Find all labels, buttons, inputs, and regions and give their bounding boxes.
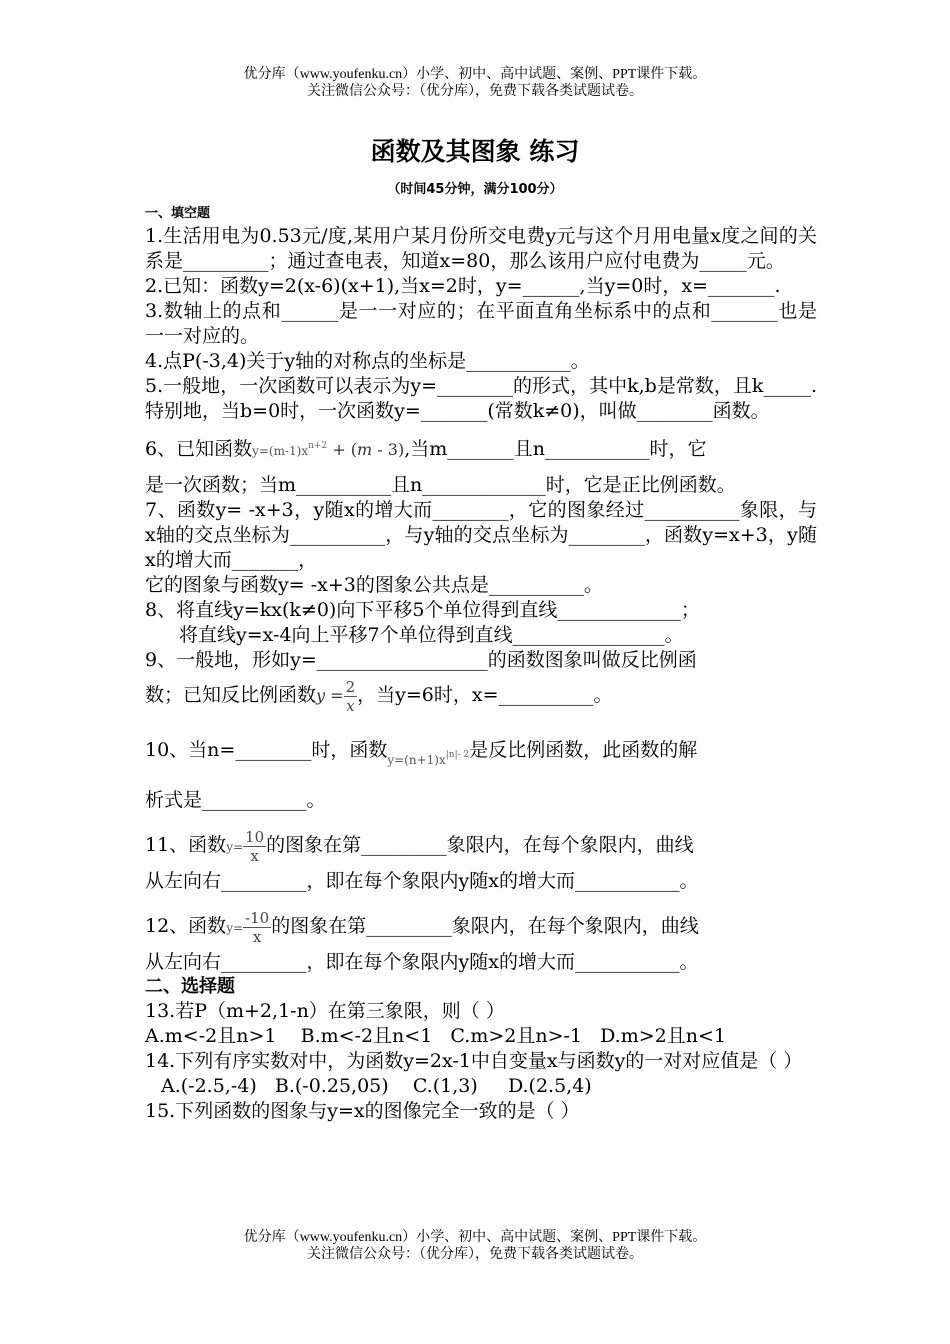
question-11-line-1: 11、函数y= $\frac{10}{x}$ 的图象在第_________象限内，在每个象限内，曲线 [145, 827, 694, 865]
formula-6: $y=(m-1)x^{n+2} + (m - 3)$ [252, 440, 405, 459]
footer-line-1: 优分库（www.youfenku.cn）小学、初中、高中试题、案例、PPT课件下载。 [243, 1230, 707, 1245]
question-8-line-b: 将直线y=x-4向上平移7个单位得到直线________________。 [179, 624, 684, 646]
question-13-options: A.m<-2且n>1 B.m<-2且n<1 C.m>2且n>-1 D.m>2且n<1 [145, 1025, 726, 1047]
question-7-line-b: 它的图象与函数y= -x+3的图象公共点是__________。 [145, 574, 603, 596]
question-5: 5.一般地，一次函数可以表示为y=________的形式，其中k,b是常数，且k_____.特别地，当b=0时，一次函数y=_______(常数k≠0)，叫做________函数。 [145, 375, 817, 422]
question-8-line-a: 8、将直线y=kx(k≠0)向下平移5个单位得到直线_____________； [145, 599, 700, 621]
page-header [0, 66, 950, 100]
fraction-neg10-over-x: $\frac{-10}{x}$ [245, 908, 270, 946]
question-10-line-1: 10、当n=________时，函数$_{y=(n+1)x^{|n|- 2}}$是反比例函数，此函数的解 [145, 739, 698, 767]
page-footer [0, 1229, 950, 1263]
question-4: 4.点P(-3,4)关于y轴的对称点的坐标是___________。 [145, 350, 590, 372]
question-3: 3.数轴上的点和______是一一对应的；在平面直角坐标系中的点和_______也是一一对应的。 [145, 300, 817, 347]
footer-line-2: 关注微信公众号：（优分库），免费下载各类试题试卷。 [307, 1247, 643, 1262]
worksheet-body [145, 202, 817, 1124]
page-subtitle: （时间45分钟，满分100分） [387, 182, 563, 197]
question-6-line-2: 是一次函数；当m__________且n_____________时，它是正比例函数。 [145, 474, 736, 496]
question-9-line-1: 9、一般地，形如y=__________________的函数图象叫做反比例函 [145, 649, 697, 671]
question-2: 2.已知：函数y=2(x-6)(x+1),当x=2时，y=______,当y=0时，x=_______. [145, 275, 781, 297]
formula-10: y=(n+1)x|n|- 2 [387, 750, 470, 767]
question-11-line-2: 从左向右_________，即在每个象限内y随x的增大而___________。 [145, 870, 699, 892]
fraction-10-over-x: $\frac{10}{x}$ [245, 827, 265, 865]
section-heading-fill-blank: 一、填空题 [145, 206, 211, 221]
question-13: 13.若P（m+2,1-n）在第三象限，则（ ） [145, 1000, 505, 1022]
question-14: 14.下列有序实数对中，为函数y=2x-1中自变量x与函数y的一对对应值是（ ） [145, 1050, 803, 1072]
question-14-options: A.(-2.5,-4) B.(-0.25,05) C.(1,3) D.(2.5,4) [161, 1075, 592, 1097]
page-title: 函数及其图象 练习 [370, 137, 580, 166]
question-1: 1.生活用电为0.53元/度,某用户某月份所交电费y元与这个月用电量x度之间的关系是_________；通过查电表，知道x=80，那么该用户应付电费为_____元。 [145, 225, 817, 272]
section-heading-choice: 二、选择题 [145, 976, 235, 997]
formula-9-y: y [316, 686, 326, 705]
header-line-2: 关注微信公众号：（优分库），免费下载各类试题试卷。 [307, 84, 643, 99]
question-12-line-1: 12、函数y= $\frac{-10}{x}$ 的图象在第_________象限内，在每个象限内，曲线 [145, 908, 699, 946]
question-7: 7、函数y= -x+3，y随x的增大而________，它的图象经过__________象限，与x轴的交点坐标为__________，与y轴的交点坐标为________，函数y=x+3，y随x的增大而_______， [145, 499, 817, 571]
question-10-line-2: 析式是___________。 [145, 789, 326, 811]
question-12-line-2: 从左向右_________，即在每个象限内y随x的增大而___________。 [145, 951, 699, 973]
header-line-1: 优分库（www.youfenku.cn）小学、初中、高中试题、案例、PPT课件下载。 [243, 67, 707, 82]
question-15: 15.下列函数的图象与y=x的图像完全一致的是（ ） [145, 1100, 580, 1122]
fraction-2-over-x: $\frac{2}{x}$ [345, 677, 356, 715]
question-9-line-2: 数；已知反比例函数y = $\frac{2}{x}$ ，当y=6时，x=__________。 [145, 677, 613, 715]
formula-12-y: y= [226, 921, 244, 935]
formula-11-y: y= [226, 840, 244, 854]
question-6-line-1: 6、已知函数$y=(m-1)x^{n+2} + (m - 3)$,当m_______且n___________时，它 [145, 438, 707, 460]
